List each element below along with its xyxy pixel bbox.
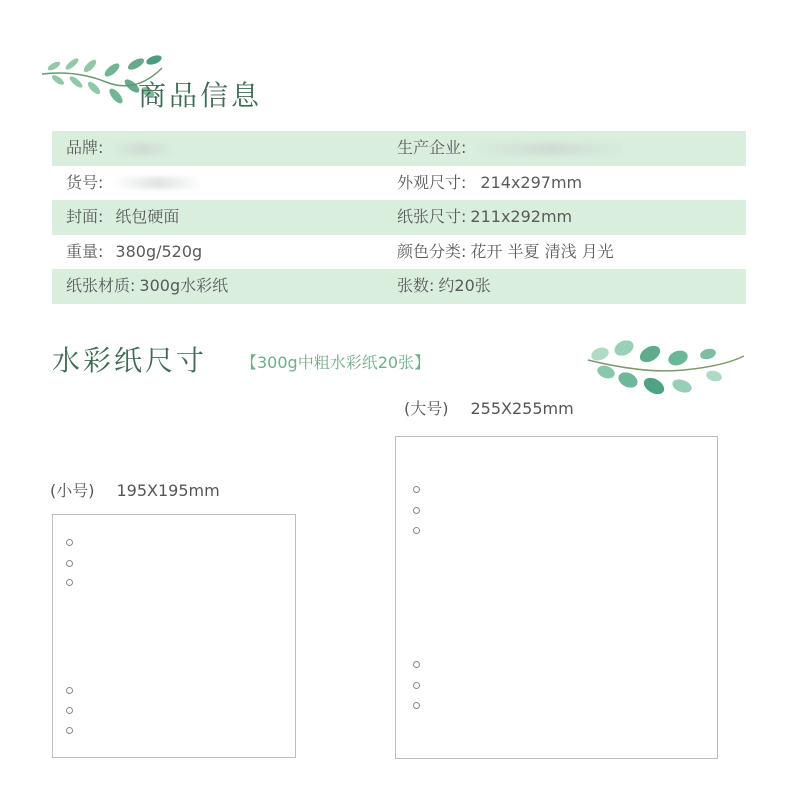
large-size-label xyxy=(404,396,574,419)
large-size-name: (大号) xyxy=(404,399,449,418)
binding-hole xyxy=(66,727,73,734)
table-row xyxy=(52,131,746,166)
redacted-value xyxy=(476,143,626,155)
sheet-count-value: 约20张 xyxy=(438,276,491,295)
page-title: 商品信息 xyxy=(138,79,263,112)
small-size-label xyxy=(50,478,220,501)
binding-hole xyxy=(66,579,73,586)
binding-hole xyxy=(66,560,73,567)
binding-hole xyxy=(66,539,73,546)
binding-hole xyxy=(413,702,420,709)
outer-size-label: 外观尺寸: xyxy=(397,172,467,192)
binding-hole xyxy=(413,527,420,534)
size-note: 【300g中粗水彩纸20张】 xyxy=(241,353,431,372)
weight-label: 重量: xyxy=(66,241,104,261)
small-size-name: (小号) xyxy=(50,481,95,500)
product-info-table xyxy=(52,131,746,304)
color-category-value: 花开 半夏 清浅 月光 xyxy=(470,241,614,261)
table-row xyxy=(52,200,746,235)
binding-hole xyxy=(413,486,420,493)
binding-hole xyxy=(413,661,420,668)
brand-label: 品牌: xyxy=(66,138,104,157)
item-number-label: 货号: xyxy=(66,172,104,192)
small-paper-diagram xyxy=(52,514,296,758)
cover-label: 封面: xyxy=(66,207,104,226)
paper-material-value: 300g水彩纸 xyxy=(139,276,229,295)
redacted-value xyxy=(113,143,173,155)
small-size-dim: 195X195mm xyxy=(116,481,220,500)
cover-value: 纸包硬面 xyxy=(115,207,180,226)
table-row xyxy=(52,235,746,270)
paper-size-value: 211x292mm xyxy=(470,207,573,226)
manufacturer-label: 生产企业: xyxy=(397,138,467,157)
large-paper-diagram xyxy=(395,436,718,759)
paper-material-label: 纸张材质: xyxy=(66,276,136,295)
weight-value: 380g/520g xyxy=(115,241,203,261)
binding-hole xyxy=(413,682,420,689)
outer-size-value: 214x297mm xyxy=(480,172,583,192)
size-section-title: 水彩纸尺寸 xyxy=(52,344,208,377)
binding-hole xyxy=(66,687,73,694)
binding-hole xyxy=(66,707,73,714)
leaf-branch-icon xyxy=(584,334,746,400)
color-category-label: 颜色分类: xyxy=(397,241,467,261)
redacted-value xyxy=(113,177,203,189)
sheet-count-label: 张数: xyxy=(397,276,435,295)
table-row xyxy=(52,269,746,304)
table-row xyxy=(52,166,746,201)
binding-hole xyxy=(413,507,420,514)
large-size-dim: 255X255mm xyxy=(470,399,574,418)
paper-size-label: 纸张尺寸: xyxy=(397,207,467,226)
